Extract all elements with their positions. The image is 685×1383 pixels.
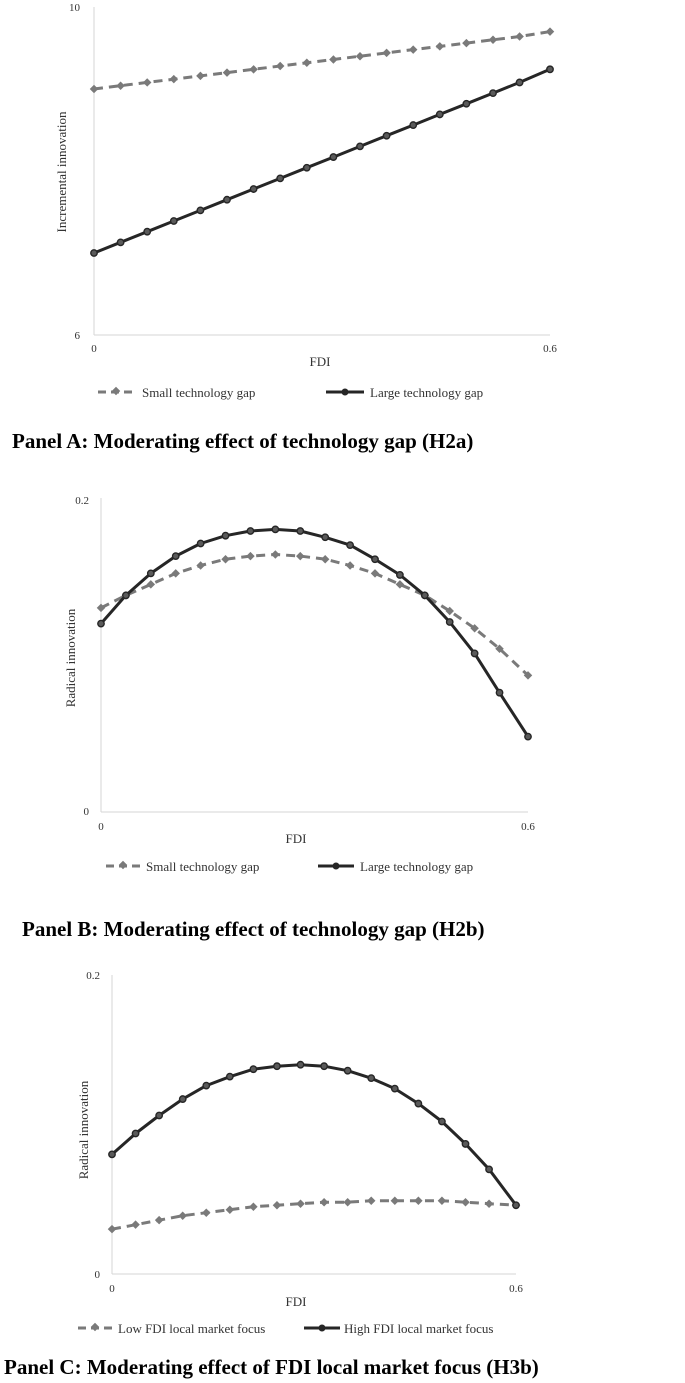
panel-c-series-1-point-16	[486, 1166, 492, 1172]
panel-a-series-1-point-6	[250, 186, 256, 192]
panel-a-series-1-point-4	[197, 207, 203, 213]
panel-a-series-0-point-8	[303, 59, 311, 67]
panel-c-series-1-point-4	[203, 1082, 209, 1088]
panel-a-legend-diamond-marker	[112, 387, 120, 395]
panel-b-x-axis-label: FDI	[285, 831, 307, 846]
panel-c-x-tick-left: 0	[109, 1283, 115, 1295]
panel-a-legend-label-small-gap: Small technology gap	[142, 385, 256, 400]
panel-c-series-0-point-3	[178, 1211, 186, 1219]
panel-a-x-axis-label: FDI	[309, 354, 331, 369]
panel-a-series-0-point-16	[515, 32, 523, 40]
panel-c-series-1-point-5	[227, 1073, 233, 1079]
panel-a-series-0-point-10	[356, 52, 364, 60]
panel-c-caption: Panel C: Moderating effect of FDI local market focus (H3b)	[4, 1355, 539, 1379]
panel-c-series-1-point-1	[132, 1130, 138, 1136]
panel-a-series-1-line	[94, 69, 550, 253]
panel-a-series-1-point-15	[490, 90, 496, 96]
panel-c-series-0-point-6	[249, 1202, 257, 1210]
panel-b-series-0-point-8	[296, 552, 304, 560]
panel-a-series-1-point-12	[410, 122, 416, 128]
panel-b-series-0-line	[101, 555, 528, 676]
panel-a-series-1-point-14	[463, 101, 469, 107]
panel-a-series-0-point-9	[329, 55, 337, 63]
panel-c-series-1-point-3	[180, 1096, 186, 1102]
panel-c-x-tick-right: 0.6	[509, 1283, 523, 1295]
panel-a-series-0-point-11	[382, 49, 390, 57]
panel-b-x-tick-right: 0.6	[521, 821, 535, 833]
panel-c-y-tick-bottom: 0	[94, 1269, 100, 1281]
panel-c-series-0-point-8	[296, 1199, 304, 1207]
panel-b-legend-circle-marker	[333, 863, 340, 870]
panel-b-series-1-point-15	[471, 650, 477, 656]
panel-a-legend-label-large-gap: Large technology gap	[370, 385, 484, 400]
panel-c-series-1-point-0	[109, 1151, 115, 1157]
panel-b-series-1-point-1	[123, 592, 129, 598]
panel-c-series-0-point-2	[155, 1216, 163, 1224]
panel-c-series-1-point-17	[513, 1202, 519, 1208]
panel-c-series-1-line	[112, 1065, 516, 1206]
panel-a-y-axis-label: Incremental innovation	[54, 111, 69, 233]
panel-a-series-0-point-6	[249, 65, 257, 73]
panel-c-series-1-point-12	[392, 1085, 398, 1091]
panel-b-legend-label-small-gap: Small technology gap	[146, 859, 260, 874]
panel-c-series-0-point-1	[131, 1220, 139, 1228]
panel-b-series-0-point-9	[321, 555, 329, 563]
panel-b-series-1-point-9	[322, 534, 328, 540]
panel-b-series-1-point-7	[272, 526, 278, 532]
panel-c-legend-diamond-marker	[91, 1323, 99, 1331]
panel-a-series-1-point-17	[547, 66, 553, 72]
panel-b-series-1-line	[101, 529, 528, 736]
panel-c-series-1-point-2	[156, 1112, 162, 1118]
panel-c-series-0-point-5	[226, 1205, 234, 1213]
panel-b-series-1-point-0	[98, 620, 104, 626]
panel-b-series-1-point-3	[173, 553, 179, 559]
panel-a-series-0-point-12	[409, 45, 417, 53]
panel-b-series-1-point-4	[197, 540, 203, 546]
panel-c-series-0-point-9	[320, 1198, 328, 1206]
panel-a-series-1-point-5	[224, 197, 230, 203]
panel-a-series-0-point-0	[90, 85, 98, 93]
panel-b-series-0-point-7	[271, 550, 279, 558]
panel-b-caption: Panel B: Moderating effect of technology gap (H2b)	[22, 917, 485, 941]
panel-a-series-0-point-4	[196, 72, 204, 80]
panel-a-series-1-point-3	[171, 218, 177, 224]
panel-a-series-1-point-2	[144, 228, 150, 234]
panel-a-series-0-point-2	[143, 78, 151, 86]
panel-a-series-0-line	[94, 32, 550, 89]
panel-b-series-1-point-14	[447, 619, 453, 625]
panel-c-x-axis-label: FDI	[285, 1294, 307, 1309]
panel-a-series-0-point-3	[170, 75, 178, 83]
panel-a-x-tick-left: 0	[91, 343, 97, 355]
panel-c-series-1-point-10	[344, 1067, 350, 1073]
panel-b-legend-label-large-gap: Large technology gap	[360, 859, 474, 874]
panel-b-series-1-point-5	[222, 532, 228, 538]
panel-c-series-0-point-13	[414, 1197, 422, 1205]
panel-c-series-1-point-7	[274, 1063, 280, 1069]
panel-c-series-0-point-12	[391, 1197, 399, 1205]
panel-a-series-1-point-0	[91, 250, 97, 256]
panel-b-chart	[22, 495, 535, 941]
panel-c-series-0-point-11	[367, 1197, 375, 1205]
panel-c-legend	[78, 1321, 493, 1336]
panel-a-legend-circle-marker	[342, 389, 349, 396]
panel-a-plot-area	[90, 27, 554, 256]
panel-b-legend	[106, 859, 473, 874]
panel-a-series-0-point-17	[546, 27, 554, 35]
panel-a-series-0-point-5	[223, 68, 231, 76]
panel-a-y-tick-bottom: 6	[74, 330, 80, 342]
panel-a-series-0-point-13	[436, 42, 444, 50]
panel-c-series-1-point-6	[250, 1066, 256, 1072]
panel-c-plot-area	[108, 1062, 520, 1234]
panel-c-legend-label-high-focus: High FDI local market focus	[344, 1321, 494, 1336]
panel-b-series-1-point-2	[148, 570, 154, 576]
panel-c-legend-label-low-focus: Low FDI local market focus	[118, 1321, 266, 1336]
panel-b-y-tick-bottom: 0	[83, 806, 89, 818]
panel-a-series-1-point-16	[516, 79, 522, 85]
panel-c-series-0-point-15	[461, 1198, 469, 1206]
panel-c-series-0-line	[112, 1201, 516, 1230]
panel-c-chart	[4, 970, 539, 1379]
panel-c-series-1-point-13	[415, 1100, 421, 1106]
panel-b-series-0-point-4	[196, 561, 204, 569]
panel-c-series-1-point-11	[368, 1075, 374, 1081]
panel-c-series-0-point-16	[485, 1199, 493, 1207]
panel-b-series-1-point-17	[525, 733, 531, 739]
panel-a-series-1-point-1	[117, 239, 123, 245]
panel-a-series-1-point-8	[304, 165, 310, 171]
panel-a-series-1-point-11	[383, 133, 389, 139]
panel-c-series-1-point-9	[321, 1063, 327, 1069]
panel-c-y-axis-label: Radical innovation	[76, 1080, 91, 1180]
panel-c-series-1-point-8	[297, 1062, 303, 1068]
panel-a-series-1-point-7	[277, 175, 283, 181]
panel-a-series-0-point-7	[276, 62, 284, 70]
panel-c-series-0-point-4	[202, 1208, 210, 1216]
panel-b-x-tick-left: 0	[98, 821, 104, 833]
panel-a-chart	[12, 2, 557, 453]
panel-b-series-1-point-13	[422, 592, 428, 598]
panel-b-series-1-point-16	[496, 689, 502, 695]
panel-c-series-1-point-15	[462, 1141, 468, 1147]
panel-b-series-1-point-8	[297, 528, 303, 534]
panel-c-series-0-point-7	[273, 1201, 281, 1209]
panel-a-y-tick-top: 10	[69, 2, 80, 14]
panel-c-series-0-point-10	[343, 1198, 351, 1206]
panel-c-series-0-point-14	[438, 1197, 446, 1205]
panel-c-legend-circle-marker	[319, 1325, 326, 1332]
panel-c-series-1-point-14	[439, 1118, 445, 1124]
panel-b-series-1-point-6	[247, 528, 253, 534]
panel-a-series-1-point-9	[330, 154, 336, 160]
panel-b-series-1-point-10	[347, 542, 353, 548]
panel-b-y-axis-label: Radical innovation	[63, 608, 78, 708]
panel-b-series-1-point-12	[397, 572, 403, 578]
panel-c-series-0-point-0	[108, 1225, 116, 1233]
panel-b-series-0-point-6	[246, 552, 254, 560]
panel-c-y-tick-top: 0.2	[86, 970, 100, 982]
panel-a-series-0-point-15	[489, 36, 497, 44]
panel-a-series-0-point-1	[116, 81, 124, 89]
panel-b-y-tick-top: 0.2	[75, 495, 89, 507]
panel-b-series-0-point-5	[221, 555, 229, 563]
panel-a-series-0-point-14	[462, 39, 470, 47]
panel-a-series-1-point-13	[437, 111, 443, 117]
panel-b-series-0-point-10	[346, 561, 354, 569]
panel-b-series-1-point-11	[372, 556, 378, 562]
panel-b-plot-area	[97, 526, 532, 740]
panel-a-x-tick-right: 0.6	[543, 343, 557, 355]
panel-a-caption: Panel A: Moderating effect of technology gap (H2a)	[12, 429, 474, 453]
panel-b-legend-diamond-marker	[119, 861, 127, 869]
panel-a-series-1-point-10	[357, 143, 363, 149]
panel-a-legend	[98, 385, 483, 400]
